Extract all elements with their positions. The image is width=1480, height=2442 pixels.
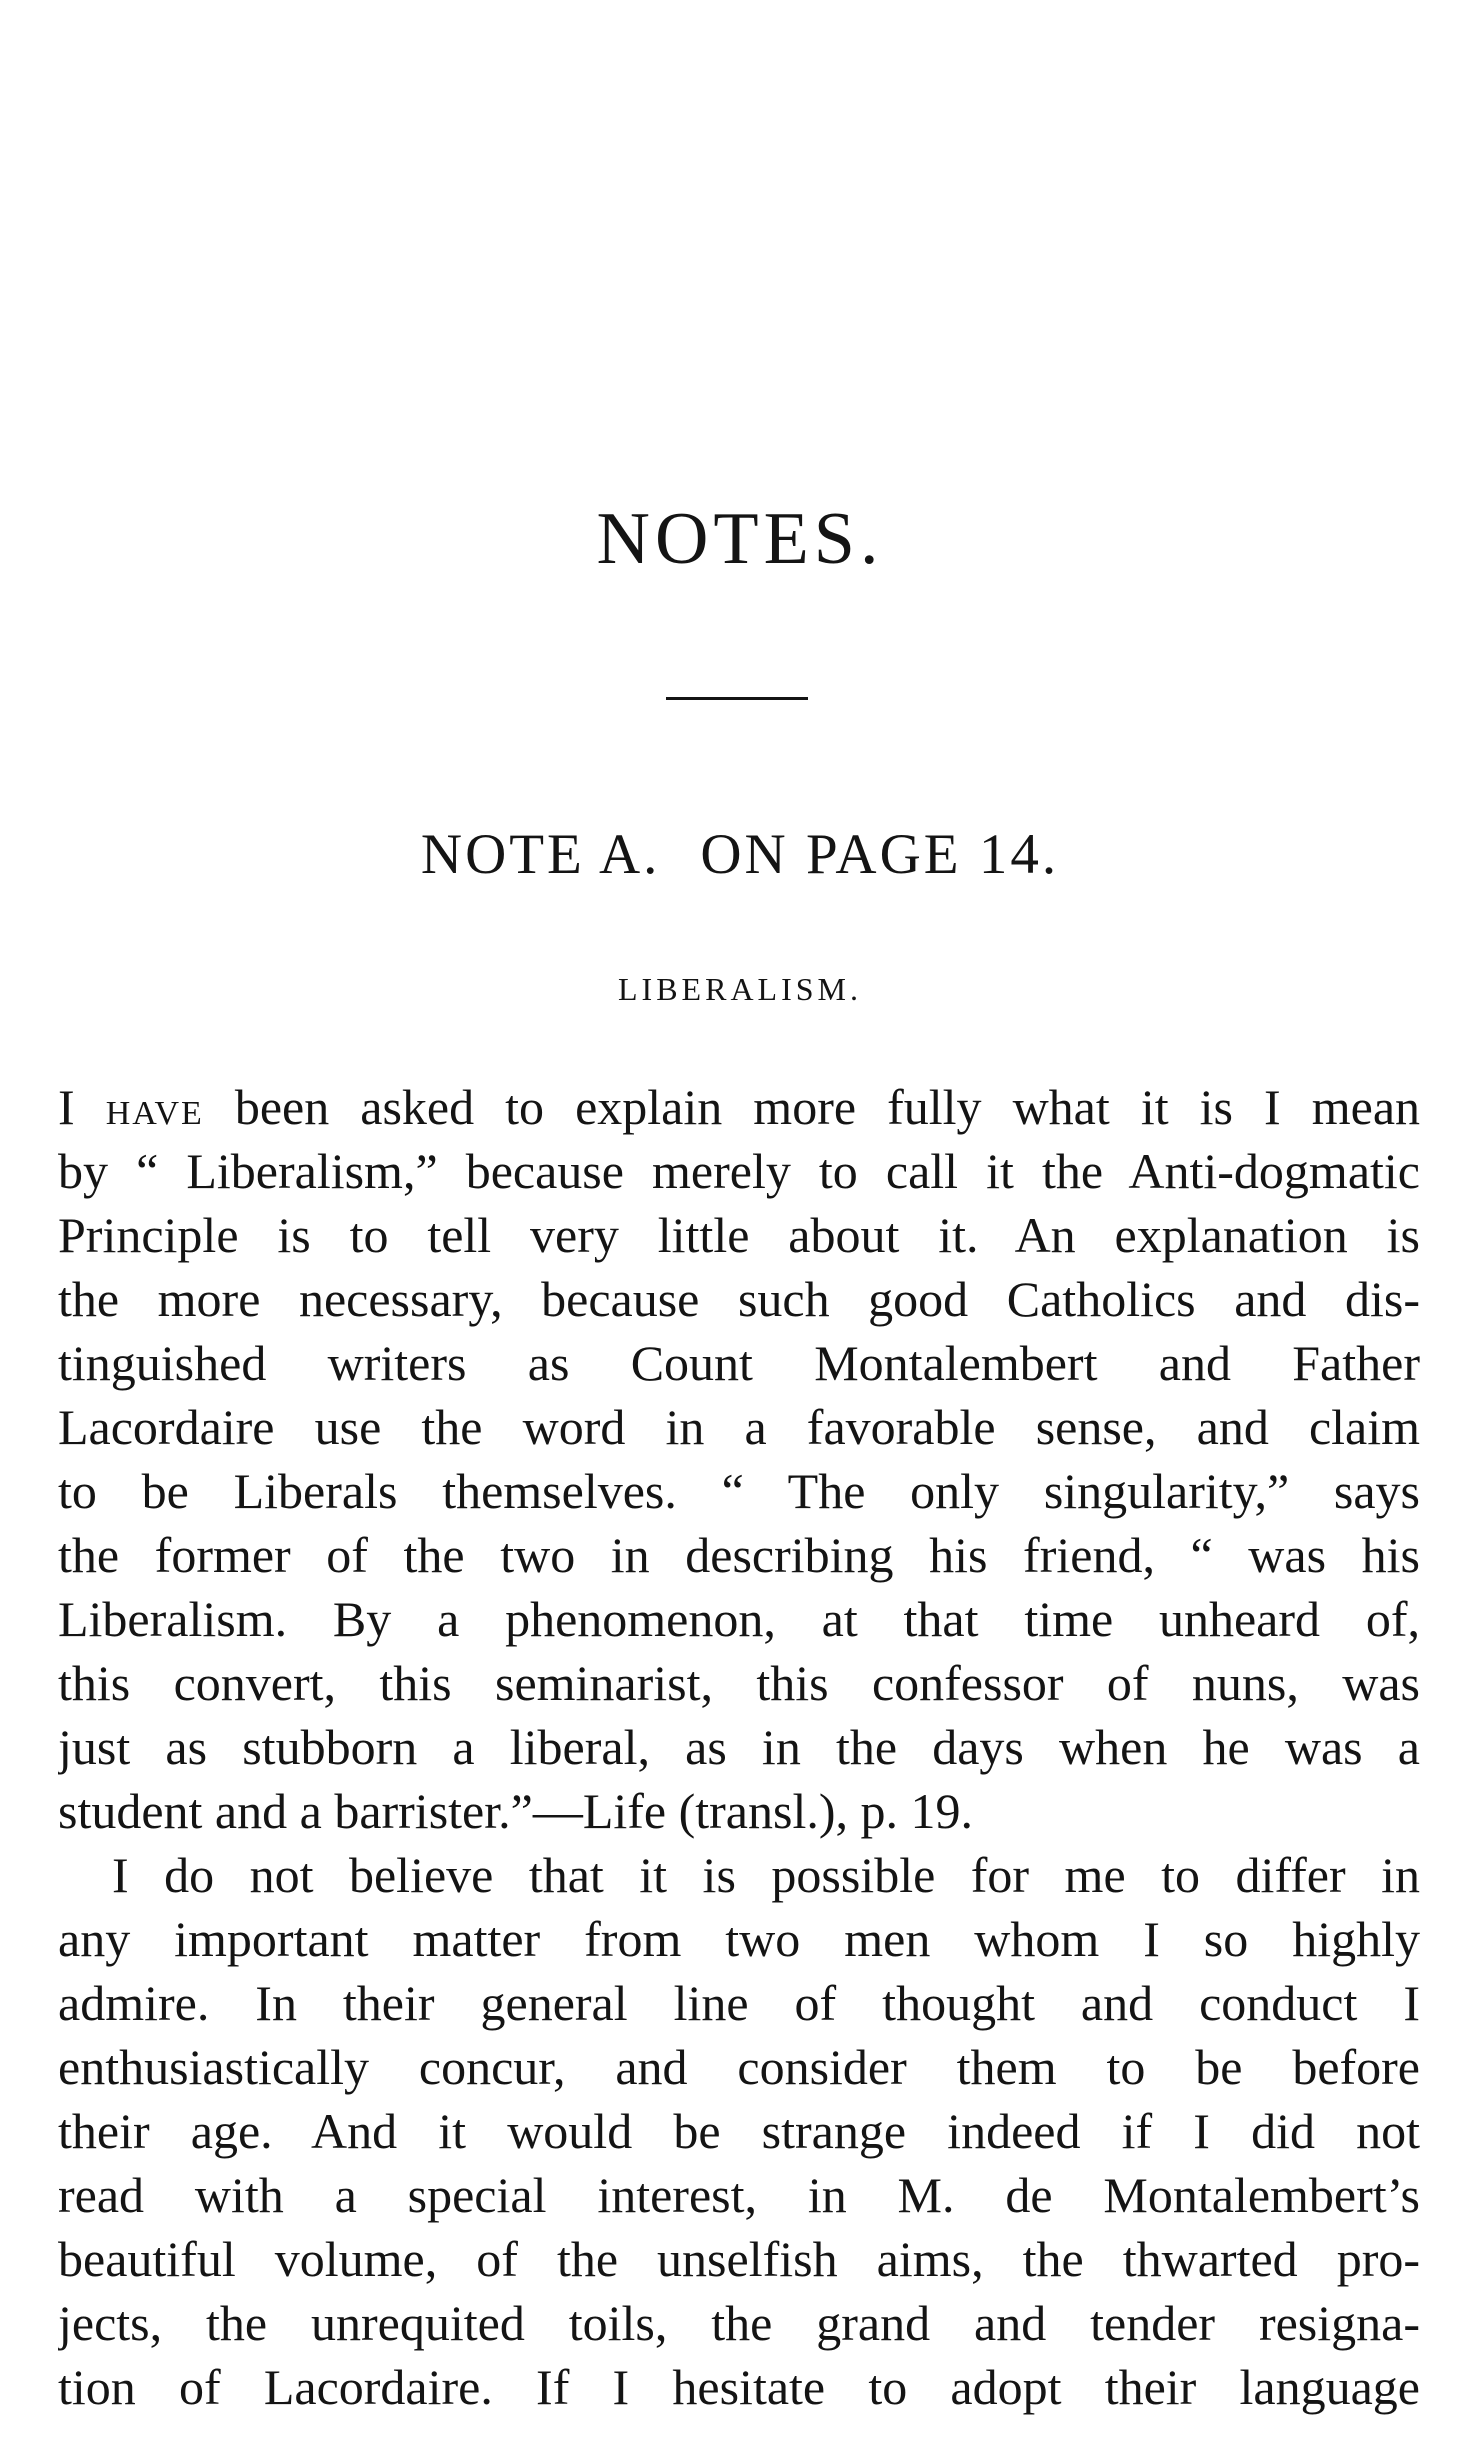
paragraph-2-line-4: enthusiastically concur, and consider them to be before [58,2039,1420,2095]
paragraph-2-line-5: their age. And it would be strange indeed if I did not [58,2103,1420,2159]
paragraph-1-line-4: the more necessary, because such good Catholics and dis- [58,1271,1420,1327]
paragraph-2-line-8: jects, the unrequited toils, the grand and tender resigna- [58,2295,1420,2351]
paragraph-1-line-3: Principle is to tell very little about it. An explanation is [58,1207,1420,1263]
smallcaps-word: HAVE [105,1095,204,1132]
paragraph-1-line-10: this convert, this seminarist, this confessor of nuns, was [58,1655,1420,1711]
paragraph-1-line-7: to be Liberals themselves. “ The only singularity,” says [58,1463,1420,1519]
paragraph-2-line-3: admire. In their general line of thought and conduct I [58,1975,1420,2031]
paragraph-2-line-6: read with a special interest, in M. de Montalembert’s [58,2167,1420,2223]
body-text [58,1075,1420,2419]
note-heading-label: NOTE A. [420,823,661,886]
paragraph-1-line-5: tinguished writers as Count Montalembert and Father [58,1335,1420,1391]
paragraph-2-line-7: beautiful volume, of the unselfish aims, the thwarted pro- [58,2231,1420,2287]
page-title: NOTES. [596,498,884,580]
paragraph-2-line-9: tion of Lacordaire. If I hesitate to adopt their language [58,2359,1420,2415]
note-heading-page-ref: ON PAGE 14. [700,823,1060,886]
paragraph-1-line-8: the former of the two in describing his friend, “ was his [58,1527,1420,1583]
drop-word: I [58,1079,75,1135]
paragraph-1-line-2: by “ Liberalism,” because merely to call it the Anti-dogmatic [58,1143,1420,1199]
section-label: LIBERALISM. [618,971,862,1007]
paragraph-1-line-1-text: been asked to explain more fully what it is I mean [234,1079,1420,1135]
note-heading [0,823,1480,886]
paragraph-1-line-9: Liberalism. By a phenomenon, at that time unheard of, [58,1591,1420,1647]
paragraph-1-line-6: Lacordaire use the word in a favorable sense, and claim [58,1399,1420,1455]
paragraph-2-line-2: any important matter from two men whom I so highly [58,1911,1420,1967]
paragraph-1-line-12: student and a barrister.”—Life (transl.), p. 19. [58,1783,973,1839]
paragraph-1-line-11: just as stubborn a liberal, as in the days when he was a [58,1719,1420,1775]
paragraph-1-line-1 [58,1075,1420,1139]
title-rule [666,697,808,700]
paragraph-2-line-1: I do not believe that it is possible for me to differ in [112,1847,1420,1903]
